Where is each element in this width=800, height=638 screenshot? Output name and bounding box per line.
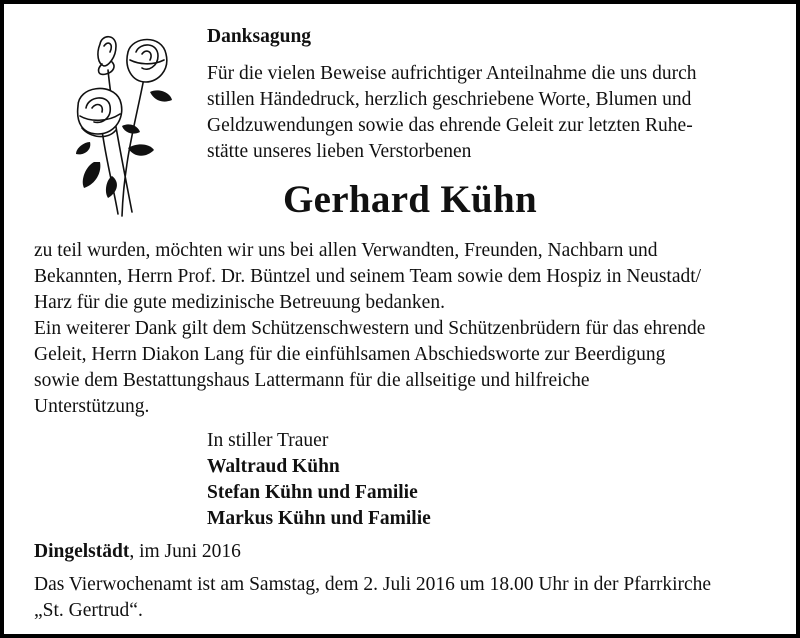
body-line: Ein weiterer Dank gilt dem Schützenschwestern und Schützenbrüdern für das ehrende: [34, 318, 706, 339]
notice-line: Das Vierwochenamt ist am Samstag, dem 2. Juli 2016 um 18.00 Uhr in der Pfarrkirche: [34, 574, 712, 595]
notice-date: , im Juni 2016: [129, 541, 241, 562]
intro-line: Für die vielen Beweise aufrichtiger Anteilnahme die uns durch: [207, 63, 697, 84]
body-line: Geleit, Herrn Diakon Lang für die einfühlsamen Abschiedsworte zur Beerdigung: [34, 344, 666, 365]
mourners-block: [207, 428, 431, 532]
mourning-intro: In stiller Trauer: [207, 430, 329, 451]
notice-heading: Danksagung: [207, 26, 312, 47]
body-line: Bekannten, Herrn Prof. Dr. Büntzel und seinem Team sowie dem Hospiz in Neustadt/: [34, 266, 702, 287]
service-notice: [34, 572, 794, 624]
mourner-name: Stefan Kühn und Familie: [207, 482, 418, 503]
intro-line: stätte unseres lieben Verstorbenen: [207, 141, 472, 162]
place-name: Dingelstädt: [34, 541, 130, 562]
mourner-name: Markus Kühn und Familie: [207, 508, 431, 529]
intro-line: stillen Händedruck, herzlich geschriebene Worte, Blumen und: [207, 89, 692, 110]
body-line: Unterstützung.: [34, 396, 150, 417]
intro-line: Geldzuwendungen sowie das ehrende Geleit zur letzten Ruhe-: [207, 115, 693, 136]
thanks-paragraph: [34, 238, 779, 420]
mourner-name: Waltraud Kühn: [207, 456, 340, 477]
notice-line: „St. Gertrud“.: [34, 600, 143, 621]
place-date-line: [34, 539, 241, 565]
body-line: sowie dem Bestattungshaus Lattermann für die allseitige und hilfreiche: [34, 370, 590, 391]
body-line: zu teil wurden, möchten wir uns bei allen Verwandten, Freunden, Nachbarn und: [34, 240, 658, 261]
intro-paragraph: [207, 61, 782, 165]
body-line: Harz für die gute medizinische Betreuung bedanken.: [34, 292, 445, 313]
deceased-name: Gerhard Kühn: [283, 178, 537, 221]
